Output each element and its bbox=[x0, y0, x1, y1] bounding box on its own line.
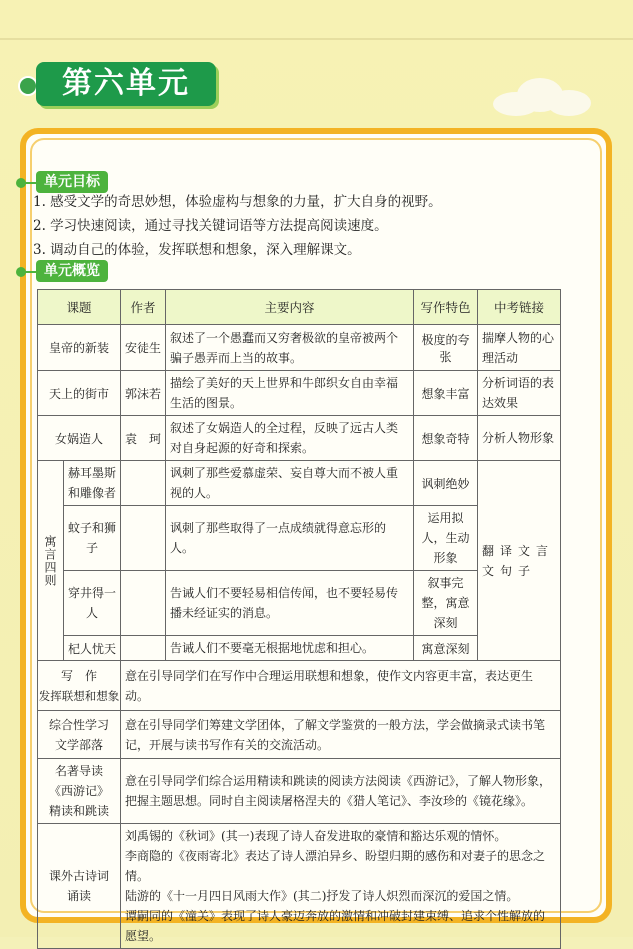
fable-feature: 运用拟人，生动形象 bbox=[414, 506, 478, 571]
learning-content: 意在引导同学们筹建文学团体，了解文学鉴赏的一般方法，学会做摘录式读书笔记，开展与读书写作有关的交流活动。 bbox=[121, 711, 561, 759]
poems-title: 课外古诗词 bbox=[49, 869, 110, 883]
fable-content: 告诫人们不要毫无根据地忧虑和担心。 bbox=[166, 636, 414, 661]
table-row bbox=[38, 371, 561, 416]
fable-feature: 讽刺绝妙 bbox=[414, 461, 478, 506]
header-author: 作者 bbox=[121, 290, 166, 325]
cloud-decoration bbox=[483, 78, 593, 116]
fable-group-label: 寓言四则 bbox=[43, 534, 57, 587]
poem-line-2: 李商隐的《夜雨寄北》表达了诗人漂泊异乡、盼望归期的感伤和对妻子的思念之情。 bbox=[125, 849, 546, 883]
poems-content bbox=[121, 824, 561, 949]
poems-title-cell bbox=[38, 824, 121, 949]
fable-title: 赫耳墨斯和雕像者 bbox=[64, 461, 121, 506]
classics-subtitle: 精读和跳读 bbox=[49, 804, 110, 818]
fable-content: 讽刺了那些取得了一点成绩就得意忘形的人。 bbox=[166, 506, 414, 571]
fable-content: 告诫人们不要轻易相信传闻，也不要轻易传播未经证实的消息。 bbox=[166, 571, 414, 636]
poem-line-3: 陆游的《十一月四日风雨大作》(其二)抒发了诗人炽烈而深沉的爱国之情。 bbox=[125, 889, 519, 903]
fable-title: 杞人忧天 bbox=[64, 636, 121, 661]
fable-author-empty bbox=[121, 636, 166, 661]
learning-row bbox=[38, 711, 561, 759]
fable-author-empty bbox=[121, 461, 166, 506]
row-content: 描绘了美好的天上世界和牛郎织女自由幸福生活的图景。 bbox=[166, 371, 414, 416]
row-link: 分析词语的表达效果 bbox=[478, 371, 561, 416]
overview-tag: 单元概览 bbox=[36, 260, 108, 282]
header-content: 主要内容 bbox=[166, 290, 414, 325]
unit-title: 第六单元 bbox=[36, 62, 216, 106]
poems-row bbox=[38, 824, 561, 949]
row-link: 揣摩人物的心理活动 bbox=[478, 325, 561, 371]
row-title: 皇帝的新装 bbox=[38, 325, 121, 371]
learning-subtitle: 文学部落 bbox=[55, 737, 104, 752]
classics-book: 《西游记》 bbox=[49, 784, 110, 798]
row-feature: 想象丰富 bbox=[414, 371, 478, 416]
classics-row bbox=[38, 759, 561, 824]
leaf-icon bbox=[18, 76, 38, 96]
header-title: 课题 bbox=[38, 290, 121, 325]
learning-title: 综合性学习 bbox=[49, 717, 110, 732]
classics-content: 意在引导同学们综合运用精读和跳读的阅读方法阅读《西游记》，了解人物形象，把握主题思想。同时自主阅读屠格涅夫的《猎人笔记》、李汝珍的《镜花缘》。 bbox=[121, 759, 561, 824]
poems-subtitle: 诵读 bbox=[67, 889, 92, 903]
table-header-row bbox=[38, 290, 561, 325]
row-title: 女娲造人 bbox=[38, 416, 121, 461]
fable-group-cell bbox=[38, 461, 64, 661]
writing-title-cell bbox=[38, 661, 121, 711]
poem-line-1: 刘禹锡的《秋词》(其一)表现了诗人奋发进取的豪情和豁达乐观的情怀。 bbox=[125, 829, 507, 843]
row-author: 袁 珂 bbox=[121, 416, 166, 461]
overview-table bbox=[37, 289, 561, 949]
header-link: 中考链接 bbox=[478, 290, 561, 325]
classics-title: 名著导读 bbox=[55, 764, 104, 778]
goal-item-1: 1. 感受文学的奇思妙想，体验虚构与想象的力量，扩大自身的视野。 bbox=[33, 194, 442, 210]
row-feature: 极度的夸张 bbox=[414, 325, 478, 371]
poem-line-4: 谭嗣同的《潼关》表现了诗人豪迈奔放的激情和冲破封建束缚、追求个性解放的愿望。 bbox=[125, 909, 546, 943]
writing-subtitle: 发挥联想和想象 bbox=[38, 688, 120, 703]
classics-title-cell bbox=[38, 759, 121, 824]
fable-author-empty bbox=[121, 571, 166, 636]
fable-content: 讽刺了那些爱慕虚荣、妄自尊大而不被人重视的人。 bbox=[166, 461, 414, 506]
fable-author-empty bbox=[121, 506, 166, 571]
fable-row bbox=[38, 461, 561, 506]
row-content: 叙述了女娲造人的全过程，反映了远古人类对自身起源的好奇和探索。 bbox=[166, 416, 414, 461]
writing-content: 意在引导同学们在写作中合理运用联想和想象，使作文内容更丰富，表达更生动。 bbox=[121, 661, 561, 711]
row-content: 叙述了一个愚蠢而又穷奢极欲的皇帝被两个骗子愚弄而上当的故事。 bbox=[166, 325, 414, 371]
table-row bbox=[38, 325, 561, 371]
fable-title: 穿井得一人 bbox=[64, 571, 121, 636]
header-divider bbox=[0, 38, 633, 40]
row-link: 分析人物形象 bbox=[478, 416, 561, 461]
writing-row bbox=[38, 661, 561, 711]
row-author: 郭沫若 bbox=[121, 371, 166, 416]
table-row bbox=[38, 416, 561, 461]
fable-feature: 寓意深刻 bbox=[414, 636, 478, 661]
row-author: 安徒生 bbox=[121, 325, 166, 371]
writing-title: 写 作 bbox=[61, 668, 98, 683]
goals-tag: 单元目标 bbox=[36, 171, 108, 193]
fable-link: 翻译文言文句子 bbox=[478, 461, 561, 661]
learning-title-cell bbox=[38, 711, 121, 759]
row-title: 天上的街市 bbox=[38, 371, 121, 416]
goal-item-2: 2. 学习快速阅读，通过寻找关键词语等方法提高阅读速度。 bbox=[33, 218, 388, 234]
fable-feature: 叙事完整，寓意深刻 bbox=[414, 571, 478, 636]
fable-title: 蚊子和狮子 bbox=[64, 506, 121, 571]
goal-item-3: 3. 调动自己的体验，发挥联想和想象，深入理解课文。 bbox=[33, 242, 361, 258]
header-feature: 写作特色 bbox=[414, 290, 478, 325]
row-feature: 想象奇特 bbox=[414, 416, 478, 461]
